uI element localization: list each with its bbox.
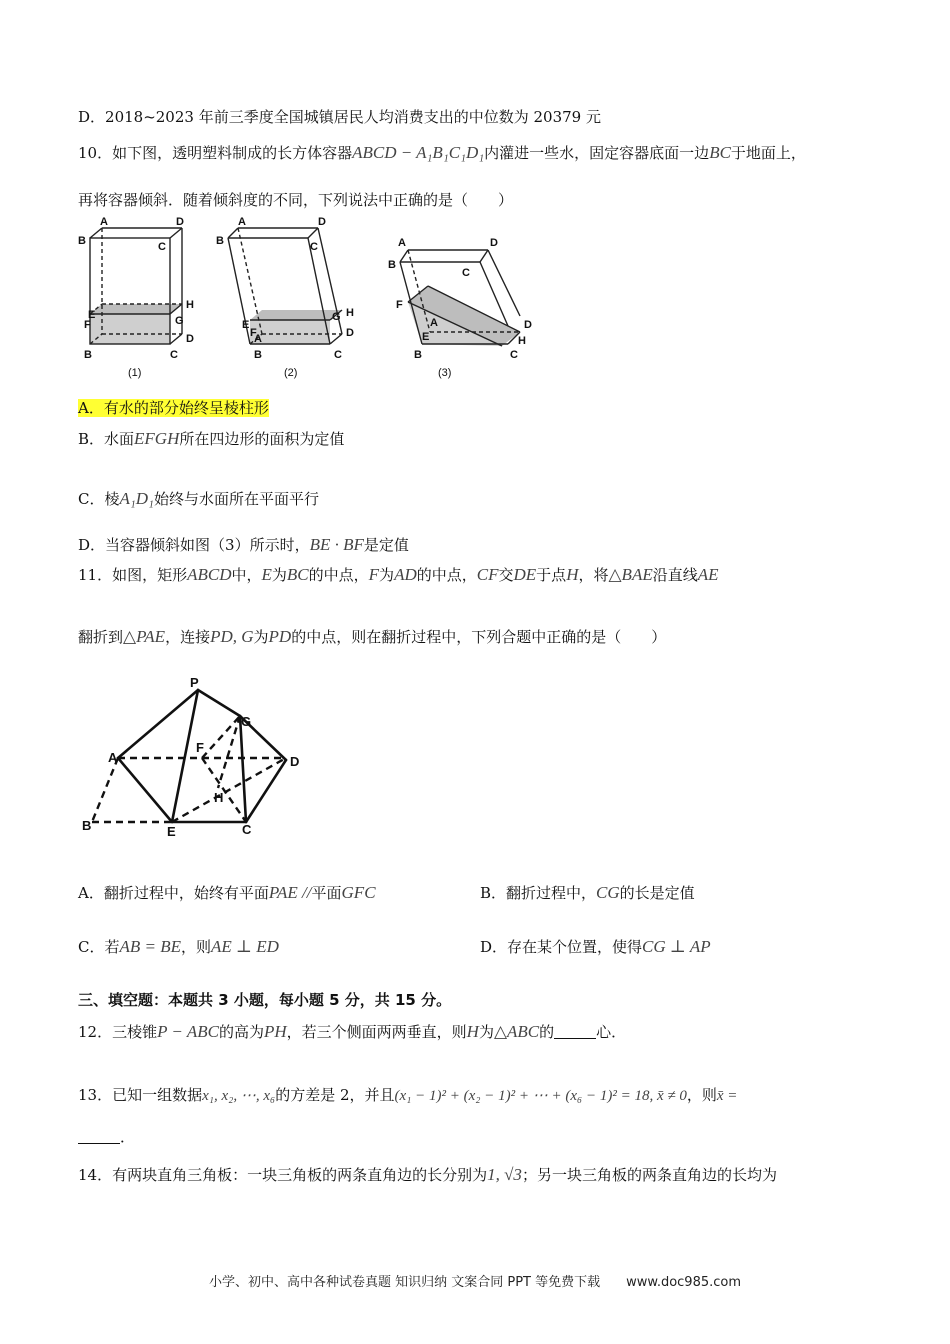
q11-option-b: B．翻折过程中，CG的长是定值	[480, 883, 695, 902]
q10-option-b: B．水面EFGH所在四边形的面积为定值	[78, 429, 345, 448]
q13-line1: 13．已知一组数据x₁, x₂, ⋯, x₆的方差是 2，并且(x₁ − 1)² + (x₂ − 1)² + ⋯ + (x₆ − 1)² = 18, x̄ ≠ 0，则x̄ =	[78, 1086, 738, 1104]
svg-text:F: F	[396, 299, 403, 311]
svg-text:D: D	[346, 327, 354, 339]
svg-text:E: E	[242, 319, 250, 331]
svg-text:A: A	[398, 237, 406, 249]
svg-text:B: B	[414, 349, 422, 361]
svg-text:B: B	[216, 235, 224, 247]
svg-text:E: E	[167, 824, 176, 839]
svg-text:H: H	[518, 335, 526, 347]
q10-figure-1	[90, 228, 182, 344]
svg-text:C: C	[334, 349, 342, 361]
svg-text:D: D	[290, 754, 300, 769]
q9-option-d: D．2018~2023 年前三季度全国城镇居民人均消费支出的中位数为 20379 元	[78, 108, 601, 126]
svg-text:B: B	[82, 818, 92, 833]
svg-text:C: C	[242, 822, 252, 837]
svg-text:C: C	[310, 241, 318, 253]
svg-text:C: C	[158, 241, 166, 253]
svg-text:G: G	[175, 315, 184, 327]
svg-text:D: D	[176, 216, 184, 228]
svg-text:F: F	[196, 740, 204, 755]
q11-option-d: D．存在某个位置，使得CG ⊥ AP	[480, 937, 711, 956]
q11-stem-line1: 11．如图，矩形ABCD中，E为BC的中点，F为AD的中点，CF交DE于点H，将△BAE沿直线AE	[78, 565, 719, 584]
svg-text:B: B	[254, 349, 262, 361]
svg-text:F: F	[250, 327, 257, 339]
q10-caption-3: (3)	[438, 367, 452, 379]
q13-line2: ．	[78, 1126, 135, 1148]
svg-text:F: F	[84, 319, 91, 331]
q14: 14．有两块直角三角板：一块三角板的两条直角边的长分别为1, √3；另一块三角板的两条直角边的长均为	[78, 1165, 777, 1184]
q12-answer-blank[interactable]	[554, 1024, 596, 1039]
page-footer: 小学、初中、高中各种试卷真题 知识归纳 文案合同 PPT 等免费下载 www.doc985.com	[208, 1275, 742, 1290]
svg-text:C: C	[510, 349, 518, 361]
q10-option-d: D．当容器倾斜如图（3）所示时，BE · BF是定值	[78, 535, 409, 554]
q10-figure-3	[400, 250, 520, 346]
q10-caption-1: (1)	[128, 367, 142, 379]
svg-text:G: G	[241, 714, 252, 729]
q10-caption-2: (2)	[284, 367, 298, 379]
q10-stem-line2: 再将容器倾斜．随着倾斜度的不同，下列说法中正确的是（ ）	[78, 191, 514, 209]
svg-text:B: B	[84, 349, 92, 361]
svg-text:C: C	[170, 349, 178, 361]
svg-text:B: B	[388, 259, 396, 271]
q10-option-c: C．棱A₁D₁始终与水面所在平面平行	[78, 489, 319, 508]
q12: 12．三棱锥P − ABC的高为PH，若三个侧面两两垂直，则H为△ABC的 心．	[78, 1022, 627, 1041]
svg-text:B: B	[78, 235, 86, 247]
svg-text:A: A	[108, 750, 118, 765]
svg-text:P: P	[190, 676, 199, 690]
svg-text:E: E	[422, 331, 430, 343]
q10-figures	[78, 216, 538, 386]
svg-text:D: D	[318, 216, 326, 228]
svg-text:A: A	[238, 216, 246, 228]
q11-option-a: A．翻折过程中，始终有平面PAE //平面GFC	[78, 883, 376, 902]
q10-stem-line1: 10．如下图，透明塑料制成的长方体容器ABCD − A₁B₁C₁D₁内灌进一些水，固定容器底面一边BC于地面上，	[78, 143, 806, 162]
q13-answer-blank[interactable]	[78, 1129, 120, 1144]
svg-text:A: A	[100, 216, 108, 228]
svg-text:C: C	[462, 267, 470, 279]
svg-text:H: H	[214, 790, 224, 805]
svg-text:D: D	[490, 237, 498, 249]
svg-text:D: D	[186, 333, 194, 345]
section3-title: 三、填空题：本题共 3 小题，每小题 5 分，共 15 分。	[78, 991, 452, 1009]
svg-text:A: A	[254, 333, 262, 345]
svg-text:H: H	[186, 299, 194, 311]
q11-stem-line2: 翻折到△PAE，连接PD, G为PD的中点，则在翻折过程中，下列合题中正确的是（ ）	[78, 627, 667, 646]
q11-option-c: C．若AB = BE，则AE ⊥ ED	[78, 937, 279, 956]
svg-text:A: A	[430, 317, 438, 329]
svg-text:G: G	[332, 311, 341, 323]
q11-figure	[78, 676, 308, 846]
svg-text:E: E	[88, 309, 96, 321]
q10-option-a: A．有水的部分始终呈棱柱形	[78, 399, 269, 417]
svg-text:H: H	[346, 307, 354, 319]
svg-text:D: D	[524, 319, 532, 331]
